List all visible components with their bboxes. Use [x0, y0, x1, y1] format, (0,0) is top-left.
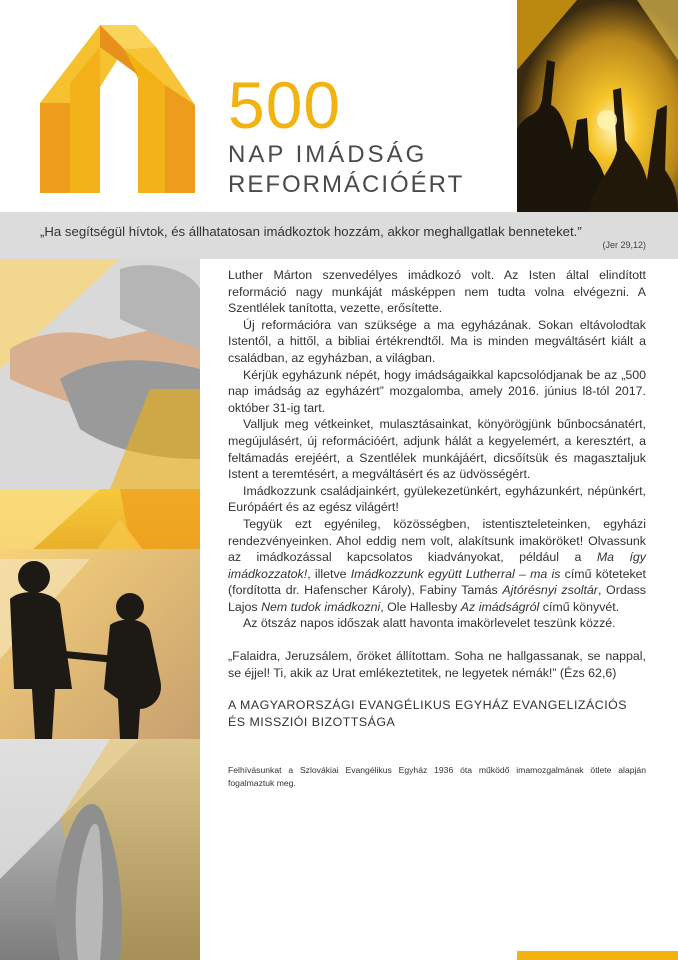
book-title-4: Nem tudok imádkozni [261, 599, 381, 614]
body-text [228, 267, 646, 790]
paragraph-1: Luther Márton szenvedélyes imádkozó volt. Az Isten által elindított reformáció nagy munkáját másképpen nem tudta volna elvégezni. A Szentlélek tanította, vezette, erősítette. [228, 268, 646, 316]
closing-quote: „Falaidra, Jeruzsálem, őröket állítottam. Soha ne hallgassanak, se nappal, se éjjel! Ti, akik az Urat emlékeztetitek, ne legyetek némák!” (Ézs 62,6) [228, 649, 646, 680]
book-title-1: Ma így imádkozzatok! [228, 550, 647, 581]
paragraph-6 [228, 516, 646, 616]
book-title-5: Az imádságról [460, 599, 540, 614]
p6-text-c: című köteteket (fordította dr. Hafenscher Károly), Fabiny Tamás [228, 566, 646, 598]
title-line-2: REFORMÁCIÓÉRT [228, 171, 465, 198]
banner-reference: (Jer 29,12) [602, 240, 646, 250]
footnote: Felhívásunkat a Szlovákiai Evangélikus Egyház 1936 óta működő imamozgalmának ötlete alapján fogalmaztuk meg. [228, 765, 646, 789]
p6-text-e: , Ole Hallesby [380, 599, 461, 614]
book-title-2: Imádkozzunk együtt Lutherral – ma is [350, 566, 561, 581]
p6-text-d: , Ordass Lajos [228, 583, 646, 614]
paragraph-2: Új reformációra van szüksége a ma egyházának. Sokan eltávolodtak Istentől, a hittől, a bibliai értékrendtől. Ma is minden megváltásért kiált a családban, az egyházban, a világban. [228, 317, 646, 365]
p6-text-f: című könyvét. [539, 599, 620, 614]
paragraph-4: Valljuk meg vétkeinket, mulasztásainkat, könyörögjünk bűnbocsánatért, megújulásért, új reformációért, adjunk hálát a kegyelemért, a keresztért, a feltámadás erejéért, a Szentlélek munkájáért, dicsőítsük és magasztaljuk Istent a teremtésért, a megváltásért és az üdvösségért. [228, 417, 646, 482]
book-title-3: Ajtórésnyi zsoltár [502, 583, 598, 598]
title-line-1: NAP IMÁDSÁG [228, 141, 428, 168]
accent-bar [517, 951, 678, 960]
signature-line-2: ÉS MISSZIÓI BIZOTTSÁGA [228, 714, 396, 729]
paragraph-5: Imádkozzunk családjainkért, gyülekezetünkért, egyházunkért, népünkért, Európáért és az egész világért! [228, 483, 646, 515]
logo-house-icon [40, 25, 195, 193]
p6-text-b: , illetve [307, 566, 351, 581]
paragraph-7: Az ötszáz napos időszak alatt havonta imakörlevelet teszünk közzé. [243, 616, 616, 631]
title-number: 500 [228, 68, 342, 142]
worship-photo [517, 0, 678, 212]
paragraph-3: Kérjük egyházunk népét, hogy imádságaikkal kapcsolódjanak be az „500 nap imádság az egyházért” mozgalomba, amely 2016. június l8-tól 2017. október 31-ig tart. [228, 367, 646, 415]
photo-collage [0, 259, 200, 960]
signature-line-1: A MAGYARORSZÁGI EVANGÉLIKUS EGYHÁZ EVANGELIZÁCIÓS [228, 698, 628, 713]
p6-text-a: Tegyük ezt egyénileg, közösségben, istentiszteleteinken, egyházi rendezvényeinken. Ahol eddig nem volt, alakítsunk imaköröket! Olvassunk az imádkozással kapcsolatos kiadványokat, például a [228, 516, 646, 565]
banner-quote: „Ha segítségül hívtok, és állhatatosan imádkoztok hozzám, akkor meghallgatlak benneteket.” [40, 224, 582, 239]
